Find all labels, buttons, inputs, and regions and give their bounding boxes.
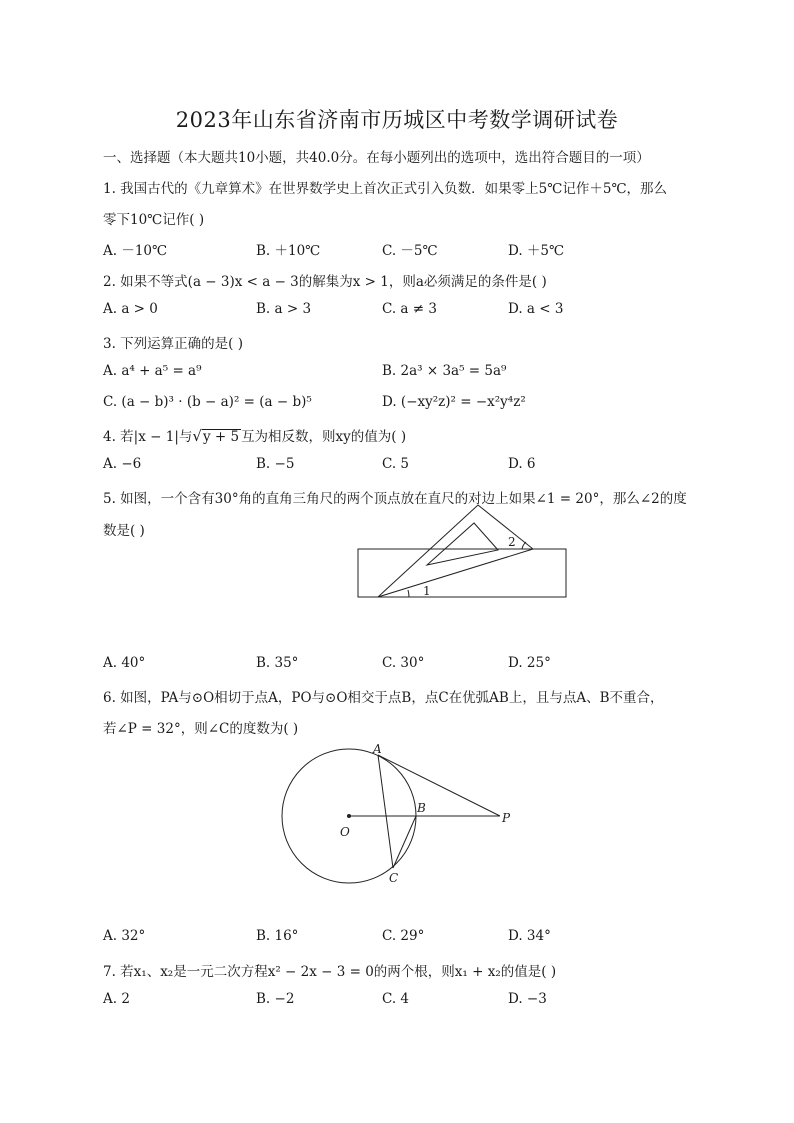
point-p-label: P: [502, 811, 511, 825]
point-c-label: C: [389, 871, 399, 885]
question-2-text: 2. 如果不等式(a − 3)x < a − 3的解集为x > 1，则a必须满足的条件是( ): [103, 274, 547, 290]
question-1-text-line1: 1. 我国古代的《九章算术》在世界数学史上首次正式引入负数．如果零上5℃记作＋5℃，那么: [103, 181, 668, 197]
angle-2-arc: [522, 542, 526, 549]
question-3-option-d: D. (−xy²z)² = −x²y⁴z²: [382, 394, 526, 410]
question-6-text-line2: 若∠P = 32°，则∠C的度数为( ): [103, 721, 299, 737]
angle-2-label: 2: [508, 535, 516, 549]
question-7-option-b: B. −2: [256, 991, 295, 1007]
question-3-option-b: B. 2a³ × 3a⁵ = 5a⁹: [382, 363, 507, 379]
question-7-option-c: C. 4: [382, 991, 410, 1007]
question-6-option-d: D. 34°: [508, 928, 551, 944]
triangle-inner: [427, 523, 498, 565]
ruler-triangle-figure: [350, 490, 575, 605]
question-1-option-a: A. －10℃: [103, 243, 168, 259]
center-point: [347, 814, 351, 818]
triangle-outer: [378, 505, 533, 597]
question-5-text-line2: 数是( ): [103, 523, 145, 539]
question-7-text: 7. 若x₁、x₂是一元二次方程x² − 2x − 3 = 0的两个根，则x₁ + x₂的值是( ): [103, 964, 557, 980]
point-o-label: O: [340, 825, 350, 839]
question-2-option-d: D. a < 3: [508, 301, 564, 317]
question-3-option-c: C. (a − b)³ · (b − a)² = (a − b)⁵: [103, 394, 312, 410]
question-4-suffix: 互为相反数，则xy的值为( ): [241, 429, 407, 445]
question-2-option-b: B. a > 3: [256, 301, 312, 317]
point-b-label: B: [417, 801, 426, 815]
question-7-option-a: A. 2: [103, 991, 130, 1007]
segment-pa: [378, 755, 500, 816]
question-2-option-a: A. a > 0: [103, 301, 158, 317]
question-7-option-d: D. −3: [508, 991, 547, 1007]
question-4-option-d: D. 6: [508, 456, 536, 472]
question-1-option-d: D. ＋5℃: [508, 243, 565, 259]
question-5-option-d: D. 25°: [508, 655, 551, 671]
question-2-option-c: C. a ≠ 3: [382, 301, 437, 317]
question-5-text-line1: 5. 如图，一个含有30°角的直角三角尺的两个顶点放在直尺的对边上如果∠1 = 20°，那么∠2的度: [103, 491, 687, 507]
question-1-option-c: C. －5℃: [382, 243, 438, 259]
question-4-text: [103, 425, 406, 445]
page-title: 2023年山东省济南市历城区中考数学调研试卷: [175, 108, 619, 132]
question-1-text-line2: 零下10℃记作( ): [103, 212, 205, 228]
question-4-radicand: y + 5: [202, 429, 240, 445]
point-a-label: A: [373, 742, 382, 756]
question-6-option-c: C. 29°: [382, 928, 425, 944]
question-4-option-c: C. 5: [382, 456, 410, 472]
question-5-option-a: A. 40°: [103, 655, 146, 671]
question-5-option-c: C. 30°: [382, 655, 425, 671]
circle-tangent-figure: [280, 738, 520, 893]
segment-bc: [393, 816, 416, 868]
question-6-option-b: B. 16°: [256, 928, 299, 944]
segment-ac: [378, 755, 393, 868]
ruler-rect: [358, 549, 566, 597]
angle-1-label: 1: [423, 584, 431, 598]
question-6-text-line1: 6. 如图，PA与⊙O相切于点A，PO与⊙O相交于点B，点C在优弧AB上，且与点A、B不重合，: [103, 690, 664, 706]
question-3-text: 3. 下列运算正确的是( ): [103, 336, 243, 352]
section-heading: 一、选择题（本大题共10小题，共40.0分。在每小题列出的选项中，选出符合题目的一项）: [103, 150, 650, 166]
question-3-option-a: A. a⁴ + a⁵ = a⁹: [103, 363, 202, 379]
question-5-option-b: B. 35°: [256, 655, 299, 671]
angle-1-arc: [408, 590, 409, 597]
question-6-option-a: A. 32°: [103, 928, 146, 944]
question-1-option-b: B. ＋10℃: [256, 243, 321, 259]
question-4-option-a: A. −6: [103, 456, 142, 472]
question-4-prefix: 4. 若|x − 1|与: [103, 429, 193, 445]
question-4-option-b: B. −5: [256, 456, 295, 472]
sqrt-icon: √: [192, 427, 202, 445]
